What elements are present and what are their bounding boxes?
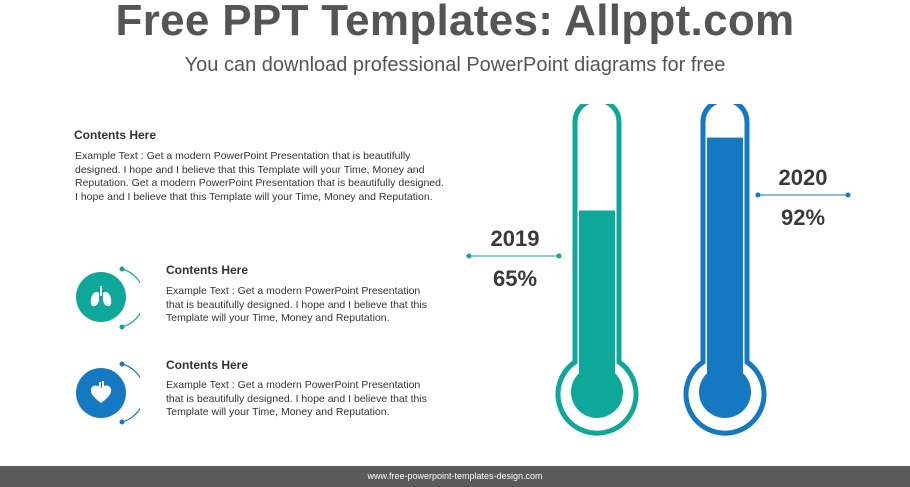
- text-line: I hope and I believe that this Template will your Time, Money and Reputation.: [75, 190, 433, 203]
- page-title: Free PPT Templates: Allppt.com: [115, 0, 795, 45]
- thermometer-2019: [555, 104, 639, 444]
- text-line: Example Text : Get a modern PowerPoint Presentation: [166, 285, 421, 297]
- percent-label-2019: 65%: [492, 266, 538, 291]
- divider-2019: [465, 252, 563, 260]
- footer-link[interactable]: www.free-powerpoint-templates-design.com: [0, 466, 910, 487]
- text-line: Reputation. Get a modern PowerPoint Presentation that is beautifully designed.: [75, 177, 444, 189]
- content-text-2: [166, 285, 486, 326]
- content-text-1: [75, 150, 495, 204]
- content-heading-2: Contents Here: [166, 263, 249, 277]
- text-line: that is beautifully designed. I hope and I believe that this: [166, 298, 427, 311]
- thermometer-fill-bar: [579, 211, 615, 387]
- text-line: Template will your Time, Money and Reputation.: [166, 312, 390, 324]
- heart-arc-decoration: [118, 361, 140, 425]
- page-subtitle: You can download professional PowerPoint diagrams for free: [184, 54, 726, 76]
- thermometer-2020: [683, 104, 767, 444]
- heart-icon: [87, 379, 115, 407]
- text-line: Template will your Time, Money and Reputation.: [166, 406, 390, 418]
- text-line: that is beautifully designed. I hope and I believe that this: [166, 392, 427, 405]
- percent-label-2020: 92%: [780, 205, 826, 230]
- content-heading-1: Contents Here: [74, 128, 157, 142]
- year-label-2019: 2019: [490, 226, 540, 251]
- text-line: designed. I hope and I believe that this Template will your Time, Money and: [75, 163, 425, 176]
- text-line: Example Text : Get a modern PowerPoint Presentation that is beautifully: [75, 150, 411, 162]
- year-label-2020: 2020: [778, 165, 828, 190]
- lungs-arc-decoration: [118, 266, 140, 330]
- content-text-3: [166, 379, 486, 420]
- thermometer-fill-bar: [707, 138, 743, 386]
- text-line: Example Text : Get a modern PowerPoint Presentation: [166, 379, 421, 391]
- divider-2020: [754, 191, 852, 199]
- lungs-icon: [87, 283, 115, 311]
- content-heading-3: Contents Here: [166, 358, 249, 372]
